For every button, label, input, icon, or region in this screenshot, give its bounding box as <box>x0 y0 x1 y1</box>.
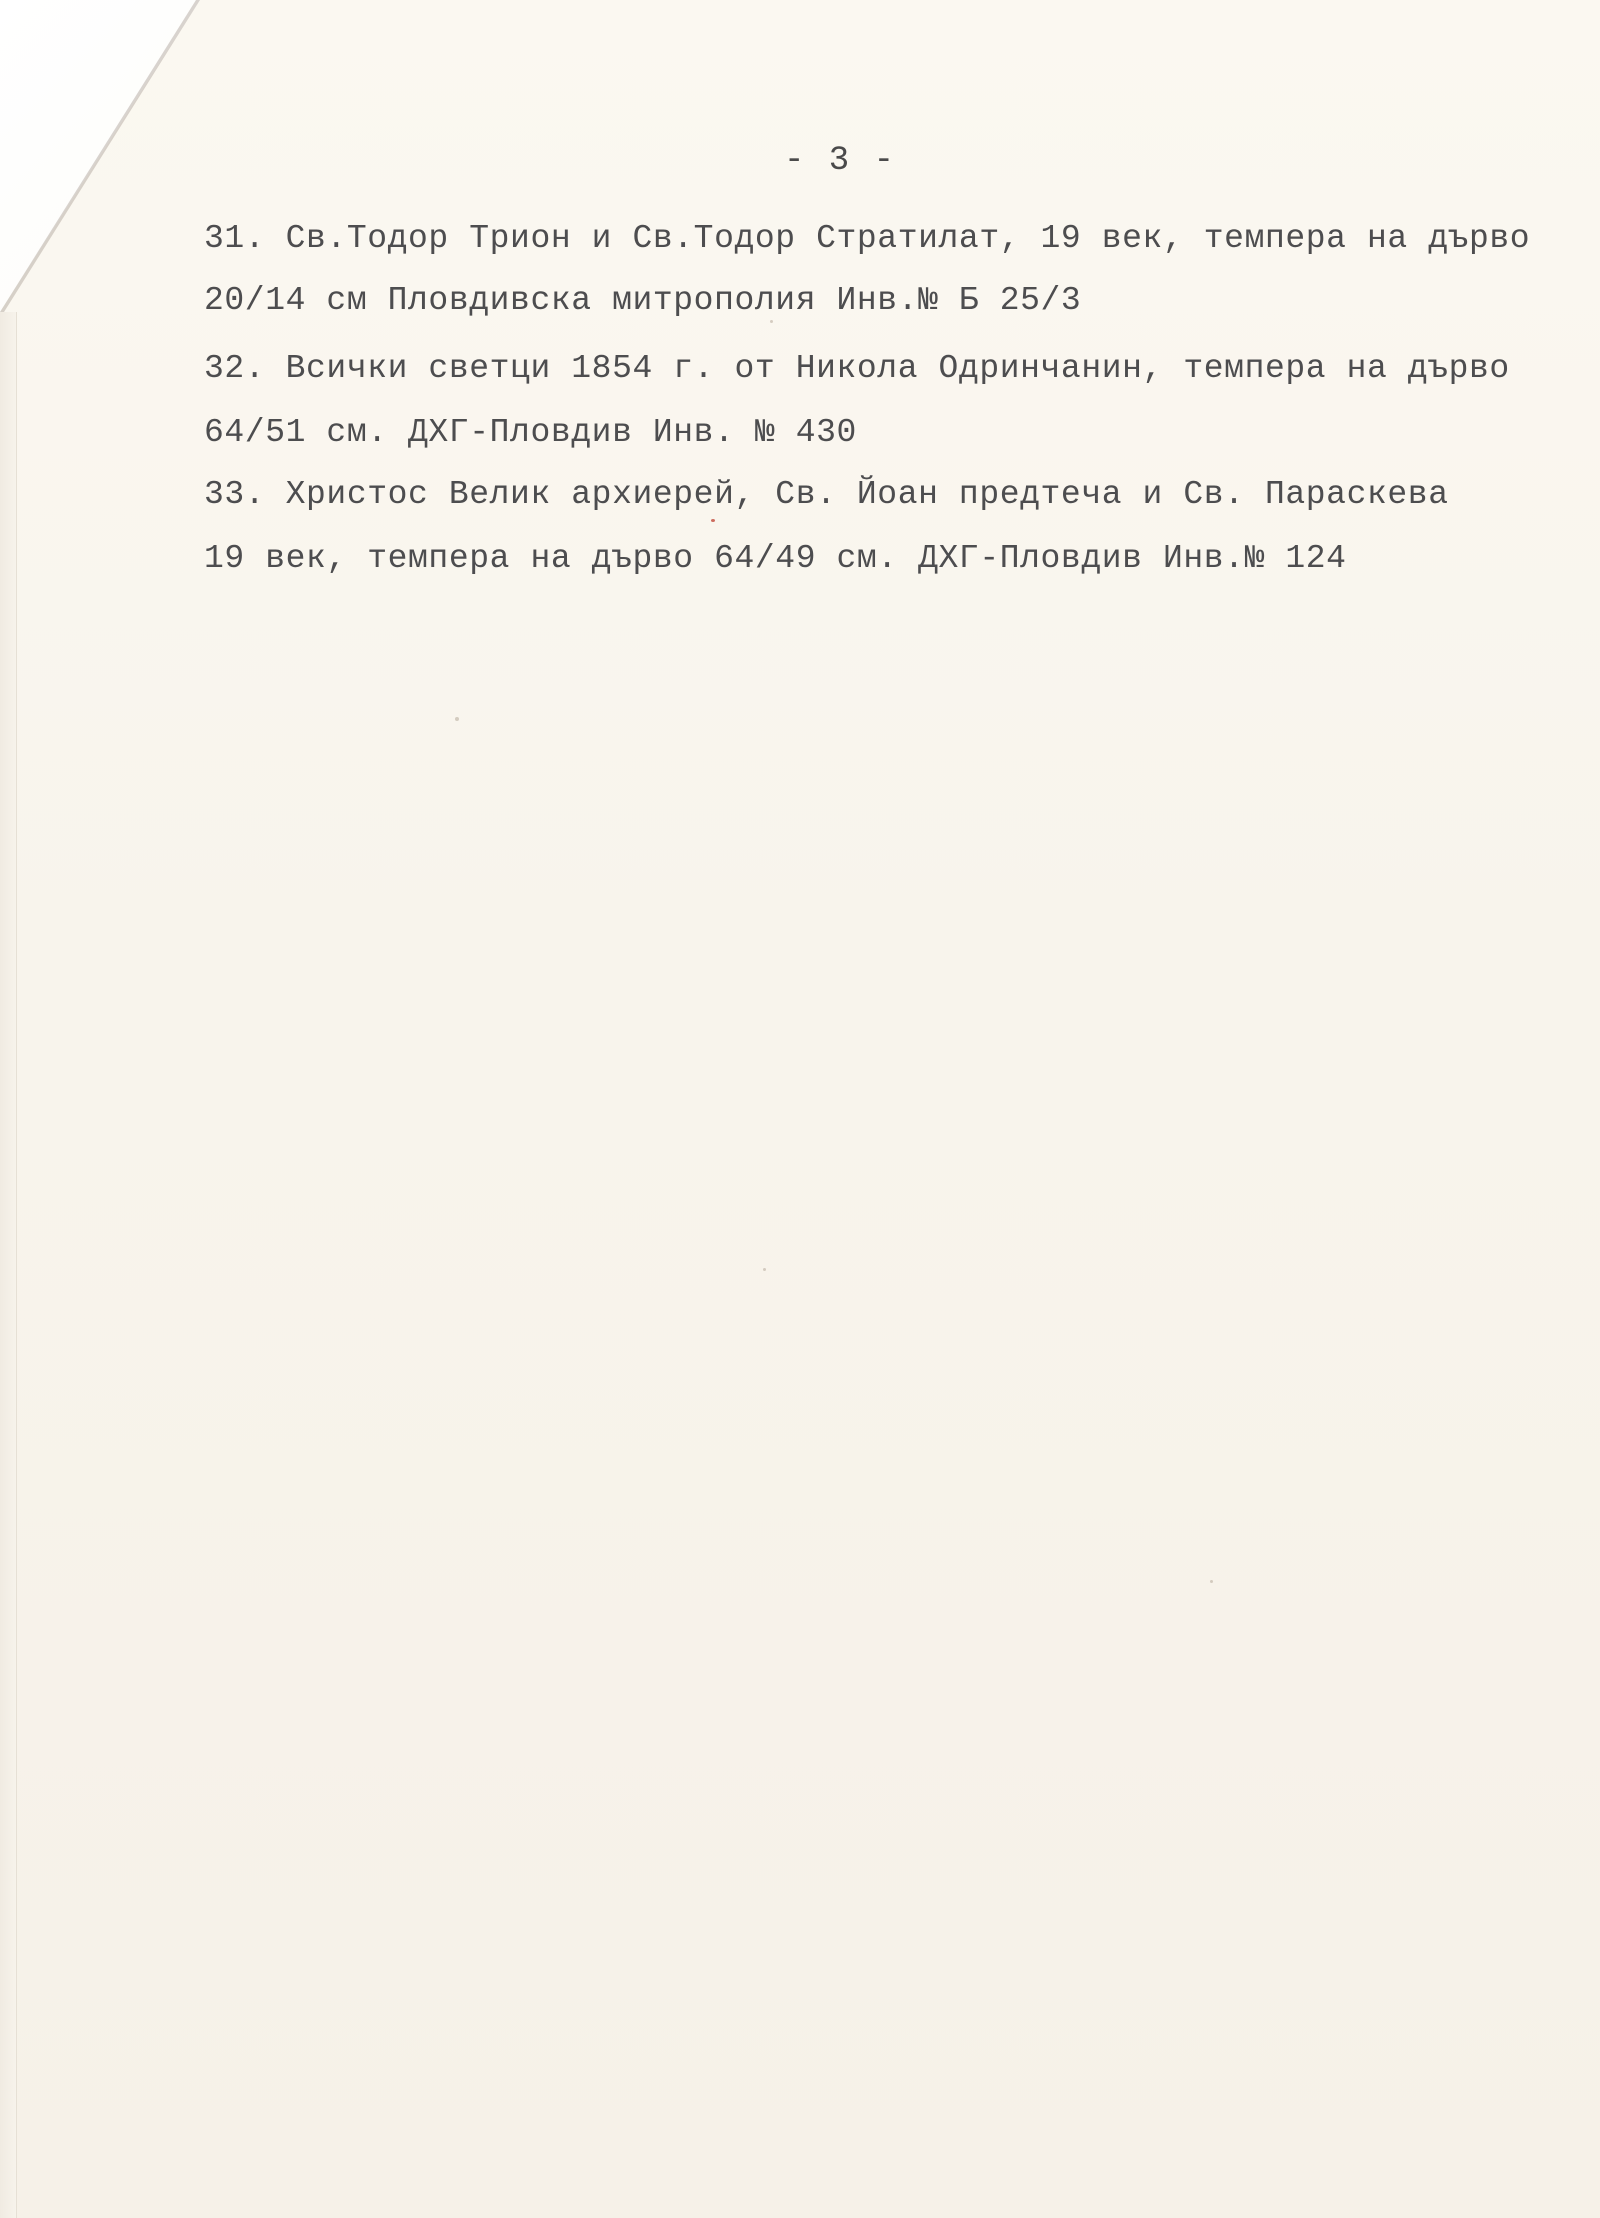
entry-32-line-2: 64/51 см. ДХГ-Пловдив Инв. № 430 <box>204 414 857 451</box>
entry-33-line-2: 19 век, темпера на дърво 64/49 см. ДХГ-Пловдив Инв.№ 124 <box>204 540 1347 577</box>
red-ink-speck <box>711 519 715 522</box>
page-number: - 3 - <box>783 142 897 180</box>
speck <box>770 320 773 323</box>
entry-32-line-1: 32. Всички светци 1854 г. от Никола Одринчанин, темпера на дърво <box>204 350 1510 387</box>
entry-33-line-1: 33. Христос Велик архиерей, Св. Йоан предтеча и Св. Параскева <box>204 476 1449 513</box>
speck <box>455 717 459 721</box>
speck <box>1210 1580 1213 1583</box>
entry-31-line-1: 31. Св.Тодор Трион и Св.Тодор Стратилат, 19 век, темпера на дърво <box>204 220 1531 257</box>
entry-31-line-2: 20/14 см Пловдивска митрополия Инв.№ Б 25/3 <box>204 282 1082 319</box>
paper-left-edge <box>0 312 17 2218</box>
speck <box>763 1268 766 1271</box>
